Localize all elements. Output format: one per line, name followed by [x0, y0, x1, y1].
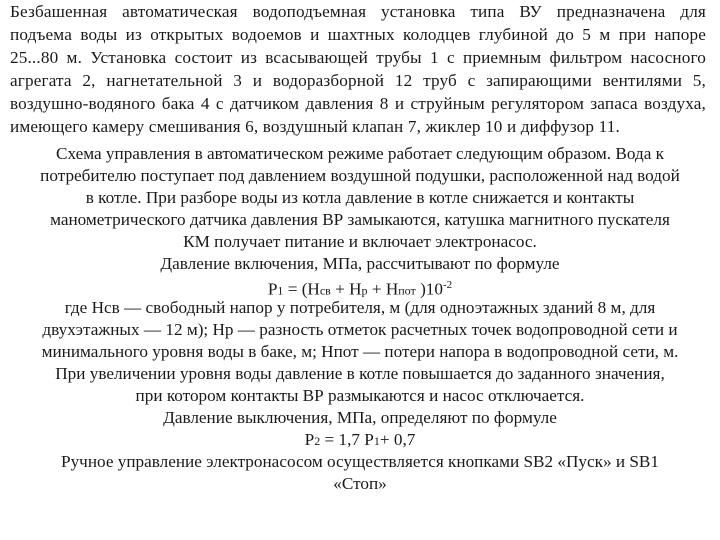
paragraph-1-line-3: 25...80 м. Установка состоит из всасывающей трубы 1 с приемным фильтром насосного [10, 48, 706, 67]
paragraph-4-line-2: «Стоп» [333, 474, 387, 493]
formula-close: )10 [415, 279, 443, 299]
paragraph-4-line-1: Ручное управление электронасосом осуществляется кнопками SB2 «Пуск» и SB1 [61, 452, 659, 471]
formula-h-r-subscript: р [361, 283, 368, 298]
paragraph-1-line-2: подъема воды из открытых водоемов и шахтных колодцев глубиной до 5 м при напоре [10, 25, 706, 44]
formula-p1-subscript: 1 [277, 283, 284, 298]
paragraph-3-line-4: При увеличении уровня воды давление в котле повышается до заданного значения, [55, 364, 665, 383]
formula-p2-middle: = 1,7 Р [320, 430, 374, 449]
paragraph-1-line-6: имеющего камеру смешивания 6, воздушный клапан 7, жиклер 10 и диффузор 11. [10, 117, 620, 136]
formula-plus-hr: + Н [330, 279, 362, 299]
formula-p1-symbol: Р [267, 279, 278, 299]
paragraph-1-line-4: агрегата 2, нагнетательной 3 и водоразборной 12 труб с запирающими вентилями 5, [10, 71, 706, 90]
paragraph-3-line-1: где Нсв — свободный напор у потребителя, м (для одноэтажных зданий 8 м, для [64, 298, 656, 317]
formula-exponent: -2 [442, 279, 453, 291]
paragraph-2-line-6: Давление включения, МПа, рассчитывают по формуле [160, 254, 560, 273]
formula-p1-open: = (Н [283, 279, 320, 299]
formula-h-pot-subscript: пот [398, 283, 416, 298]
paragraph-2-line-1: Схема управления в автоматическом режиме работает следующим образом. Вода к [55, 144, 664, 163]
formula-p2-p1-subscript: 1 [373, 434, 380, 448]
paragraph-2-line-2: потребителю поступает под давлением воздушной подушки, расположенной над водой [40, 166, 680, 185]
paragraph-2-line-3: в котле. При разборе воды из котла давление в котле снижается и контакты [85, 188, 635, 207]
paragraph-1-line-1: Безбашенная автоматическая водоподъемная установка типа ВУ предназначена для [10, 2, 706, 21]
formula-p2-end: + 0,7 [379, 430, 416, 449]
paragraph-1-line-5: воздушно-водяного бака 4 с датчиком давления 8 и струйным регулятором запаса воздуха, [10, 94, 706, 113]
formula-h-sv-subscript: св [319, 283, 331, 298]
paragraph-3-line-5: при котором контакты ВР размыкаются и насос отключается. [135, 386, 585, 405]
formula-plus-hpot: + Н [367, 279, 399, 299]
formula-p2-subscript: 2 [314, 434, 321, 448]
paragraph-2-line-4: манометрического датчика давления ВР замыкаются, катушка магнитного пускателя [50, 210, 670, 229]
formula-p2-symbol: Р [304, 430, 315, 449]
paragraph-3-line-2: двухэтажных — 12 м); Нр — разность отметок расчетных точек водопроводной сети и [42, 320, 678, 339]
paragraph-3-line-6: Давление выключения, МПа, определяют по формуле [163, 408, 557, 427]
paragraph-2-line-5: КМ получает питание и включает электронасос. [183, 232, 537, 251]
paragraph-3-line-3: минимального уровня воды в баке, м; Нпот — потери напора в водопроводной сети, м. [41, 342, 679, 361]
